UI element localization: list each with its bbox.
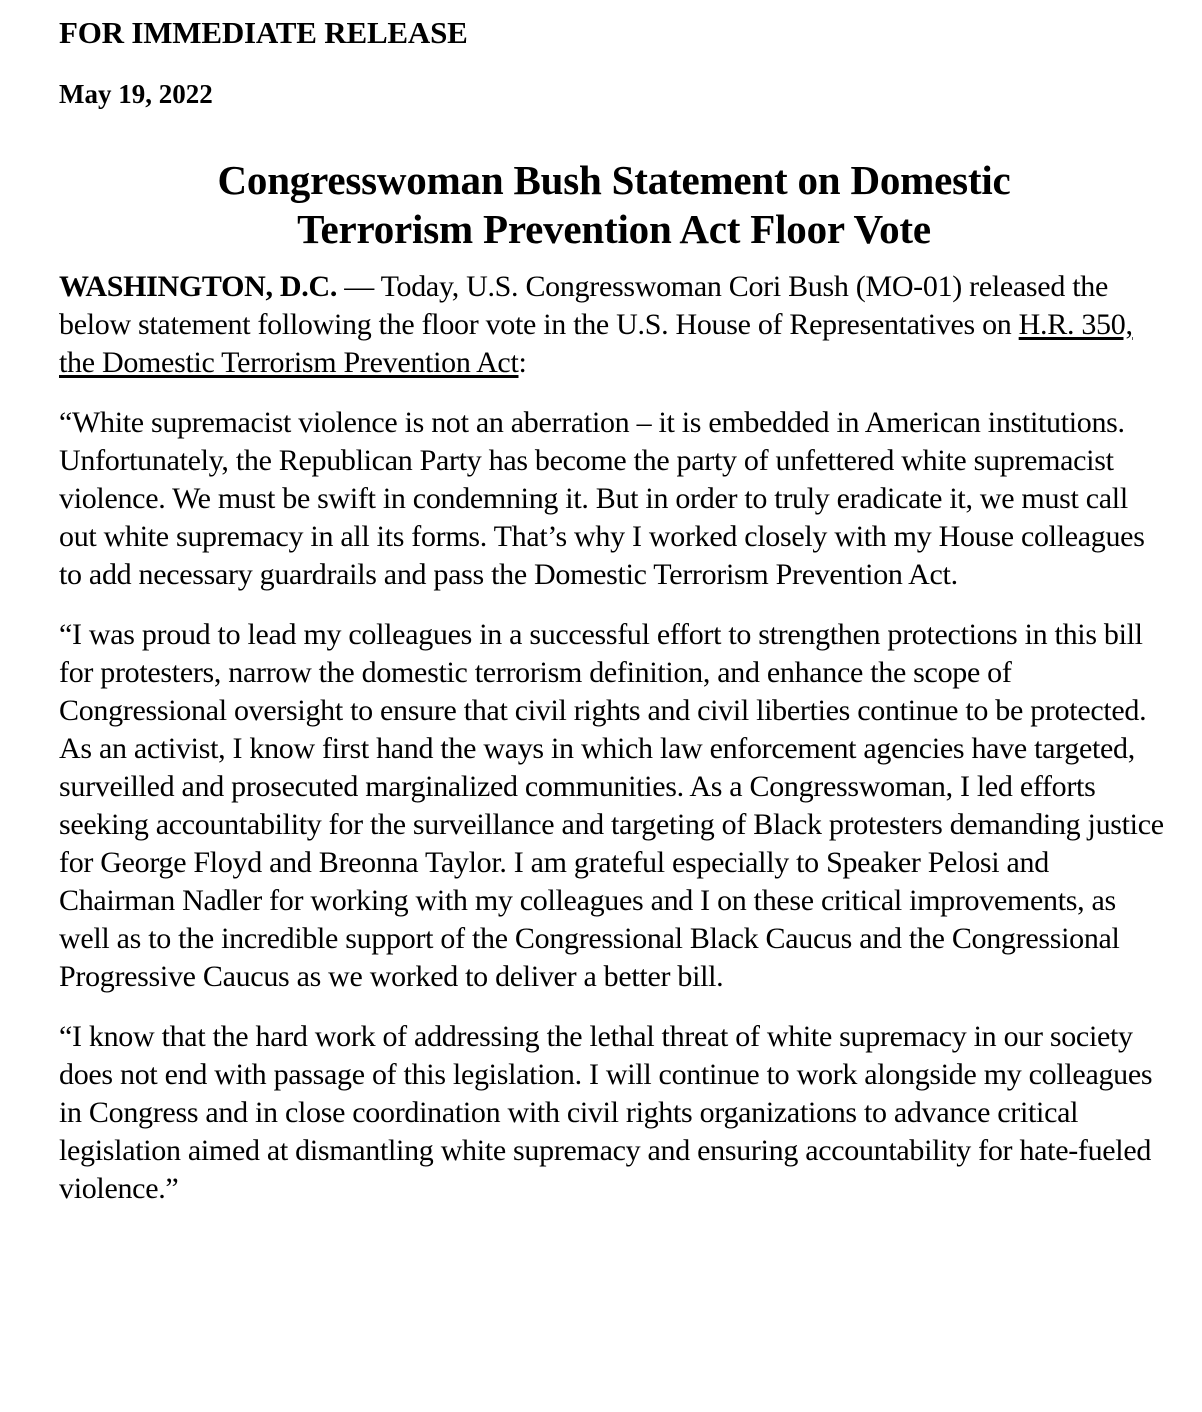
intro-text-before: — Today, U.S. Congresswoman Cori Bush (MO-01) released the below statement following the floor vote in the U.S. House of Representatives on [59, 270, 1108, 341]
bill-link[interactable]: H.R. 350, the Domestic Terrorism Prevention Act [59, 308, 1133, 379]
quote-paragraph-1: “White supremacist violence is not an aberration – it is embedded in American institutions. Unfortunately, the Republican Party has become the party of unfettered white supremacist violence. We must be swift in condemning it. But in order to truly eradicate it, we must call out white supremacy in all its forms. That’s why I worked closely with my House colleagues to add necessary guardrails and pass the Domestic Terrorism Prevention Act. [59, 406, 1145, 591]
headline-line-2: Terrorism Prevention Act Floor Vote [297, 206, 931, 252]
press-release [59, 10, 1169, 1208]
release-date: May 19, 2022 [59, 79, 213, 109]
quote-paragraph-2: “I was proud to lead my colleagues in a successful effort to strengthen protections in this bill for protesters, narrow the domestic terrorism definition, and enhance the scope of Congressional oversight to ensure that civil rights and civil liberties continue to be protected. As an activist, I know first hand the ways in which law enforcement agencies have targeted, surveilled and prosecuted marginalized communities. As a Congresswoman, I led efforts seeking accountability for the surveillance and targeting of Black protesters demanding justice for George Floyd and Breonna Taylor. I am grateful especially to Speaker Pelosi and Chairman Nadler for working with my colleagues and I on these critical improvements, as well as to the incredible support of the Congressional Black Caucus and the Congressional Progressive Caucus as we worked to deliver a better bill. [59, 618, 1164, 993]
headline [59, 156, 1169, 254]
release-body [59, 268, 1169, 1208]
intro-paragraph [59, 268, 1169, 382]
dateline: WASHINGTON, D.C. [59, 270, 338, 303]
headline-line-1: Congresswoman Bush Statement on Domestic [217, 157, 1011, 203]
release-label: FOR IMMEDIATE RELEASE [59, 15, 468, 50]
intro-text-after: : [518, 346, 527, 379]
quote-paragraph-3: “I know that the hard work of addressing the lethal threat of white supremacy in our society does not end with passage of this legislation. I will continue to work alongside my colleagues in Congress and in close coordination with civil rights organizations to advance critical legislation aimed at dismantling white supremacy and ensuring accountability for hate-fueled violence.” [59, 1020, 1153, 1205]
